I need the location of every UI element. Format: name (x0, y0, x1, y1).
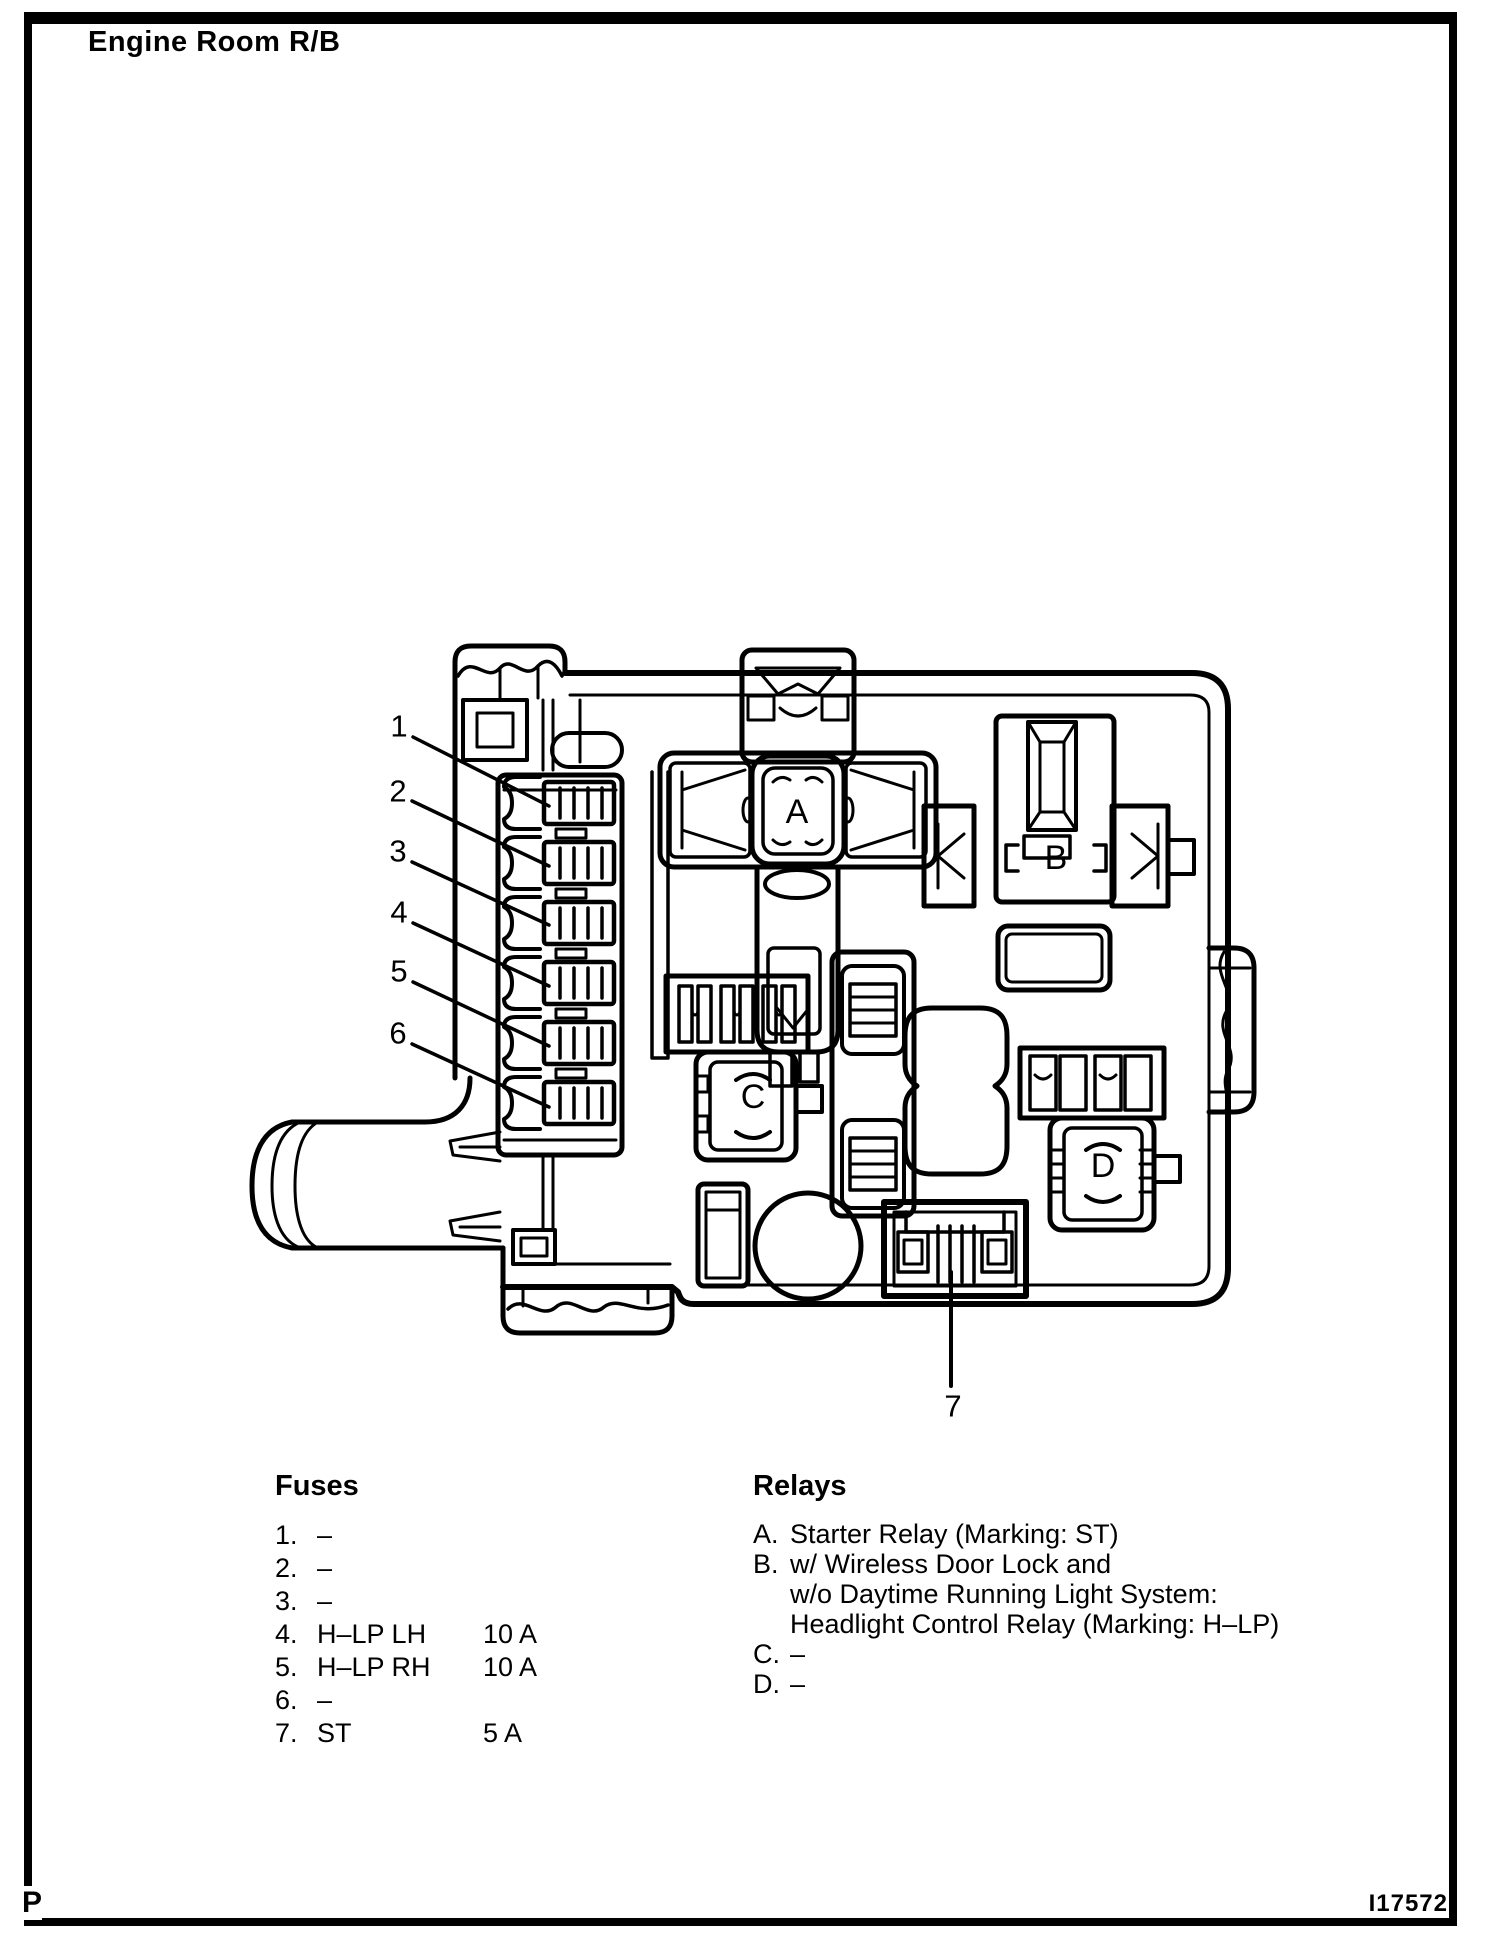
relay-b-slot (1028, 722, 1076, 830)
fuse-legend-row (275, 1585, 605, 1618)
wall-clip-lower (450, 1212, 500, 1241)
fuse-amperage: 5 A (483, 1718, 523, 1748)
relay-letter: D. (753, 1669, 780, 1699)
relay-d-slot-arcs (1035, 1075, 1116, 1079)
leader-2 (412, 801, 549, 866)
callout-label-2: 2 (389, 773, 407, 809)
relay-b-wing-right-detail (1132, 824, 1158, 888)
fuse-legend-row (275, 1618, 605, 1651)
fuse-slot-4 (504, 957, 614, 1018)
relay-marker-c: C (740, 1078, 766, 1116)
relay-socket-d (1020, 1048, 1180, 1230)
fuse-slot-6 (504, 1077, 614, 1129)
relays-legend (753, 1470, 1373, 1699)
relay-description: – (790, 1669, 806, 1699)
relay-legend-row (753, 1669, 1373, 1699)
fuse-cap (504, 1017, 540, 1069)
relay-b-wing-left-detail (938, 824, 964, 888)
fuse-7-rungs (938, 1226, 974, 1282)
fuse-rungs (560, 848, 602, 878)
fuse-rungs (560, 788, 602, 818)
relay-a-top-corner-r (822, 696, 848, 720)
fuse-amperage: 10 A (483, 1619, 538, 1649)
fuse-rungs (560, 908, 602, 938)
relay-description: Headlight Control Relay (Marking: H–LP) (790, 1609, 1280, 1639)
relay-d-slot-l1 (1030, 1056, 1056, 1110)
fuse-number: 6. (275, 1685, 298, 1715)
clip-square-bottomleft (513, 1230, 555, 1264)
callout-label-6: 6 (389, 1015, 407, 1051)
fuse-slot-3 (504, 897, 614, 958)
fuse-amperage: 10 A (483, 1652, 538, 1682)
clip-square-topleft (463, 700, 527, 760)
relay-marker-b: B (1044, 839, 1068, 877)
fuse-link (556, 889, 586, 898)
fuse-name: ST (317, 1718, 352, 1748)
bottom-connector-inner (706, 1192, 740, 1278)
relay-a-pin-2 (800, 1052, 818, 1082)
fuse-number: 3. (275, 1586, 298, 1616)
fuses-legend (275, 1470, 605, 1750)
fuse-box-drawing (170, 505, 1270, 1460)
page-corner-mark: P (22, 1886, 43, 1919)
relay-legend-row (753, 1549, 1373, 1579)
interior-details (463, 700, 670, 1264)
fuse-7-inner-frame (894, 1212, 1016, 1286)
fuse-number: 5. (275, 1652, 298, 1682)
fuse-number: 2. (275, 1553, 298, 1583)
relay-description: w/o Daytime Running Light System: (790, 1579, 1218, 1609)
bottom-components (698, 1184, 1026, 1299)
fuse-7-cap-right-inner (988, 1240, 1006, 1264)
relay-a-wing-right-detail (851, 770, 914, 850)
fuse-cap (504, 897, 540, 949)
leader-4 (413, 923, 549, 986)
fuse-cap (504, 957, 540, 1009)
fuse-7-cap-left-inner (904, 1240, 922, 1264)
relay-letter: B. (753, 1549, 779, 1579)
fuse-box-diagram (170, 505, 1270, 1460)
relays-legend-title: Relays (753, 1470, 847, 1502)
fuse-slot-2 (504, 837, 614, 898)
fuse-name: H–LP LH (317, 1619, 427, 1649)
fuse-number: 7. (275, 1718, 298, 1748)
relay-b-slot-inner (1040, 742, 1064, 812)
fuse-legend-row (275, 1519, 605, 1552)
relay-d-header (1020, 1048, 1164, 1118)
fuse-legend-row (275, 1684, 605, 1717)
relay-legend-row (753, 1579, 1373, 1609)
callout-label-4: 4 (390, 894, 408, 930)
fuse-legend-row (275, 1651, 605, 1684)
intake-duct (252, 1078, 503, 1248)
relay-b-lower-inner (1006, 934, 1102, 982)
holder-top-rungs (850, 997, 896, 1023)
fuse-slot-5 (504, 1017, 614, 1078)
fuse-cap (504, 837, 540, 889)
duct-outline (252, 1078, 503, 1248)
fuse-link (556, 1069, 586, 1078)
relay-marker-a: A (785, 793, 809, 831)
fuse-name: – (317, 1685, 333, 1715)
relay-legend-row (753, 1519, 1373, 1549)
top-tab-wave (458, 661, 562, 676)
top-mount-tab (455, 646, 565, 700)
relay-a-wing-left-detail (682, 770, 745, 850)
relay-c-tab (796, 1086, 822, 1112)
figure-id: I17572 (1368, 1890, 1448, 1917)
relay-b-slot-bevels (1028, 722, 1076, 830)
fuse-number: 1. (275, 1520, 298, 1550)
relay-a-nub-right (843, 798, 853, 822)
terminal-rod (552, 733, 622, 767)
page-title: Engine Room R/B (88, 26, 341, 58)
relay-d-slot-l2 (1060, 1056, 1086, 1110)
relay-b-tab (1168, 840, 1194, 874)
relay-description: Starter Relay (Marking: ST) (790, 1519, 1119, 1549)
peanut-cutout (905, 1008, 1007, 1174)
fuse-rungs (560, 968, 602, 998)
relay-legend-row (753, 1639, 1373, 1669)
callout-label-3: 3 (389, 833, 407, 869)
fuse-name: – (317, 1553, 333, 1583)
fuse-rungs (560, 1028, 602, 1058)
leader-3 (412, 862, 549, 925)
fuses-legend-title: Fuses (275, 1470, 359, 1502)
clip-square-topleft-inner (477, 713, 513, 747)
fuse-legend-row (275, 1552, 605, 1585)
right-bracket (1209, 948, 1254, 1112)
holder-bottom-rungs (850, 1151, 896, 1177)
relay-description: – (790, 1639, 806, 1669)
fuse-link (556, 1009, 586, 1018)
relay-letter: C. (753, 1639, 780, 1669)
fuse-name: – (317, 1586, 333, 1616)
callout-label-5: 5 (390, 953, 408, 989)
wall-clip-upper (450, 1132, 500, 1161)
fuse-name: – (317, 1520, 333, 1550)
clip-square-bottomleft-inner (521, 1238, 547, 1256)
relay-b-wing-right (1112, 806, 1168, 906)
fuse-block (498, 700, 622, 1228)
callout-label-1: 1 (390, 708, 408, 744)
round-hole (755, 1193, 861, 1299)
callout-label-7: 7 (944, 1388, 962, 1424)
relay-d-slot-r1 (1095, 1056, 1121, 1110)
relay-letter: A. (753, 1519, 779, 1549)
fuse-link (556, 829, 586, 838)
relay-a-nub-left (743, 798, 753, 822)
leader-5 (413, 982, 549, 1046)
fuse-cap (504, 1077, 540, 1129)
fuse-slot-1 (504, 777, 614, 838)
relay-d-tab (1154, 1156, 1180, 1182)
relay-d-slot-r2 (1125, 1056, 1151, 1110)
relay-letter (753, 1609, 790, 1639)
relay-a-tail-oval (765, 870, 829, 898)
relay-marker-d: D (1090, 1147, 1116, 1185)
relay-legend-row (753, 1609, 1373, 1639)
bottom-tab-wave (508, 1303, 668, 1311)
fuse-link (556, 949, 586, 958)
relay-a-top-corner-l (748, 696, 774, 720)
fuse-name: H–LP RH (317, 1652, 431, 1682)
fuse-rungs (560, 1088, 602, 1118)
center-channel (832, 952, 1007, 1216)
relay-b-lower-block (998, 926, 1110, 990)
duct-end-arcs (272, 1122, 318, 1247)
relay-description: w/ Wireless Door Lock and (790, 1549, 1112, 1579)
fuse-number: 4. (275, 1619, 298, 1649)
fuse-legend-row (275, 1717, 605, 1750)
relay-letter (753, 1579, 790, 1609)
relay-b-wing-left (924, 806, 974, 906)
fuse-7-top-plate (906, 1212, 1004, 1232)
